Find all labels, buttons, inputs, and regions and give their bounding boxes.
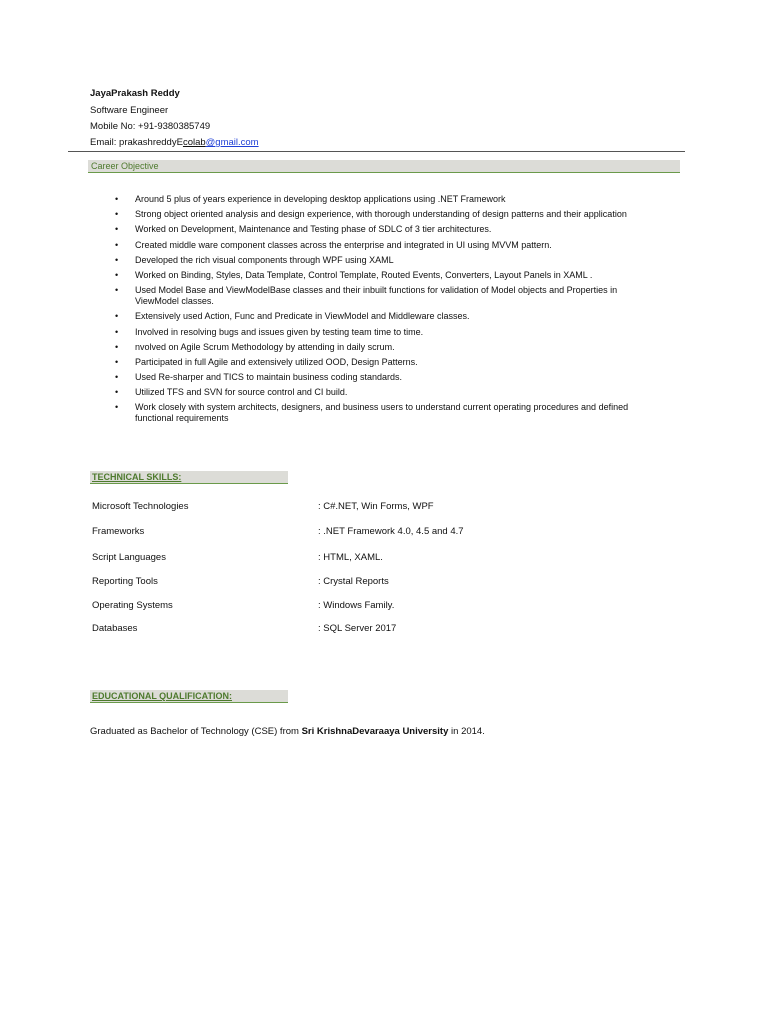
skill-row [92, 623, 592, 635]
education-text-before: Graduated as Bachelor of Technology (CSE) from [90, 726, 302, 737]
education-heading-bar [90, 690, 288, 703]
header-divider [68, 151, 685, 152]
email-username-part: colab [182, 137, 206, 148]
technical-skills-heading-bar [90, 471, 288, 484]
mobile-number: Mobile No: +91-9380385749 [90, 121, 211, 132]
skill-row [92, 576, 592, 588]
list-item: • Developed the rich visual components through WPF using XAML [113, 255, 633, 266]
career-objective-heading: Career Objective [91, 161, 159, 171]
career-objective-heading-bar [88, 160, 680, 173]
skill-key: Reporting Tools [92, 576, 158, 587]
education-heading: EDUCATIONAL QUALIFICATION: [92, 691, 232, 701]
list-item: • Participated in full Agile and extensively utilized OOD, Design Patterns. [113, 357, 633, 368]
technical-skills-heading: TECHNICAL SKILLS: [92, 472, 182, 482]
list-item: • Created middle ware component classes across the enterprise and integrated in UI using MVVM pattern. [113, 240, 633, 251]
education-statement [90, 726, 485, 737]
list-item: • Work closely with system architects, designers, and business users to understand current operating procedures and defined functional requirements [113, 402, 633, 424]
email-line [90, 137, 259, 149]
list-item: • Extensively used Action, Func and Predicate in ViewModel and Middleware classes. [113, 311, 633, 322]
skill-value: : SQL Server 2017 [318, 623, 397, 634]
skill-value: : C#.NET, Win Forms, WPF [318, 501, 434, 512]
skill-value: : HTML, XAML. [318, 552, 383, 563]
skill-key: Script Languages [92, 552, 166, 563]
list-item: • Worked on Binding, Styles, Data Template, Control Template, Routed Events, Converters, Layout Panels in XAML . [113, 270, 633, 281]
list-item: • Involved in resolving bugs and issues given by testing team time to time. [113, 327, 633, 338]
skill-row [92, 552, 592, 564]
skill-key: Databases [92, 623, 138, 634]
email-label: Email: prakashreddyE [90, 137, 183, 148]
list-item: • Used Model Base and ViewModelBase classes and their inbuilt functions for validation of Model objects and Properties in ViewModel classes. [113, 285, 633, 307]
list-item: • nvolved on Agile Scrum Methodology by attending in daily scrum. [113, 342, 633, 353]
list-item: • Strong object oriented analysis and design experience, with thorough understanding of design patterns and their application [113, 209, 633, 220]
list-item: • Around 5 plus of years experience in developing desktop applications using .NET Framework [113, 194, 633, 205]
list-item: • Worked on Development, Maintenance and Testing phase of SDLC of 3 tier architectures. [113, 224, 633, 235]
education-text-after: in 2014. [448, 726, 485, 737]
skill-row [92, 501, 592, 513]
candidate-name: JayaPrakash Reddy [90, 88, 180, 99]
skill-value: : .NET Framework 4.0, 4.5 and 4.7 [318, 526, 464, 537]
skill-value: : Crystal Reports [318, 576, 389, 587]
skill-row [92, 526, 592, 538]
job-title: Software Engineer [90, 105, 169, 116]
career-objective-list [113, 194, 633, 429]
skill-value: : Windows Family. [318, 600, 395, 611]
skill-key: Operating Systems [92, 600, 173, 611]
university-name: Sri KrishnaDevaraaya University [301, 726, 449, 737]
skill-key: Frameworks [92, 526, 145, 537]
skill-key: Microsoft Technologies [92, 501, 189, 512]
list-item: • Utilized TFS and SVN for source control and CI build. [113, 387, 633, 398]
skill-row [92, 600, 592, 612]
list-item: • Used Re-sharper and TICS to maintain business coding standards. [113, 372, 633, 383]
email-link[interactable]: @gmail.com [205, 137, 259, 148]
